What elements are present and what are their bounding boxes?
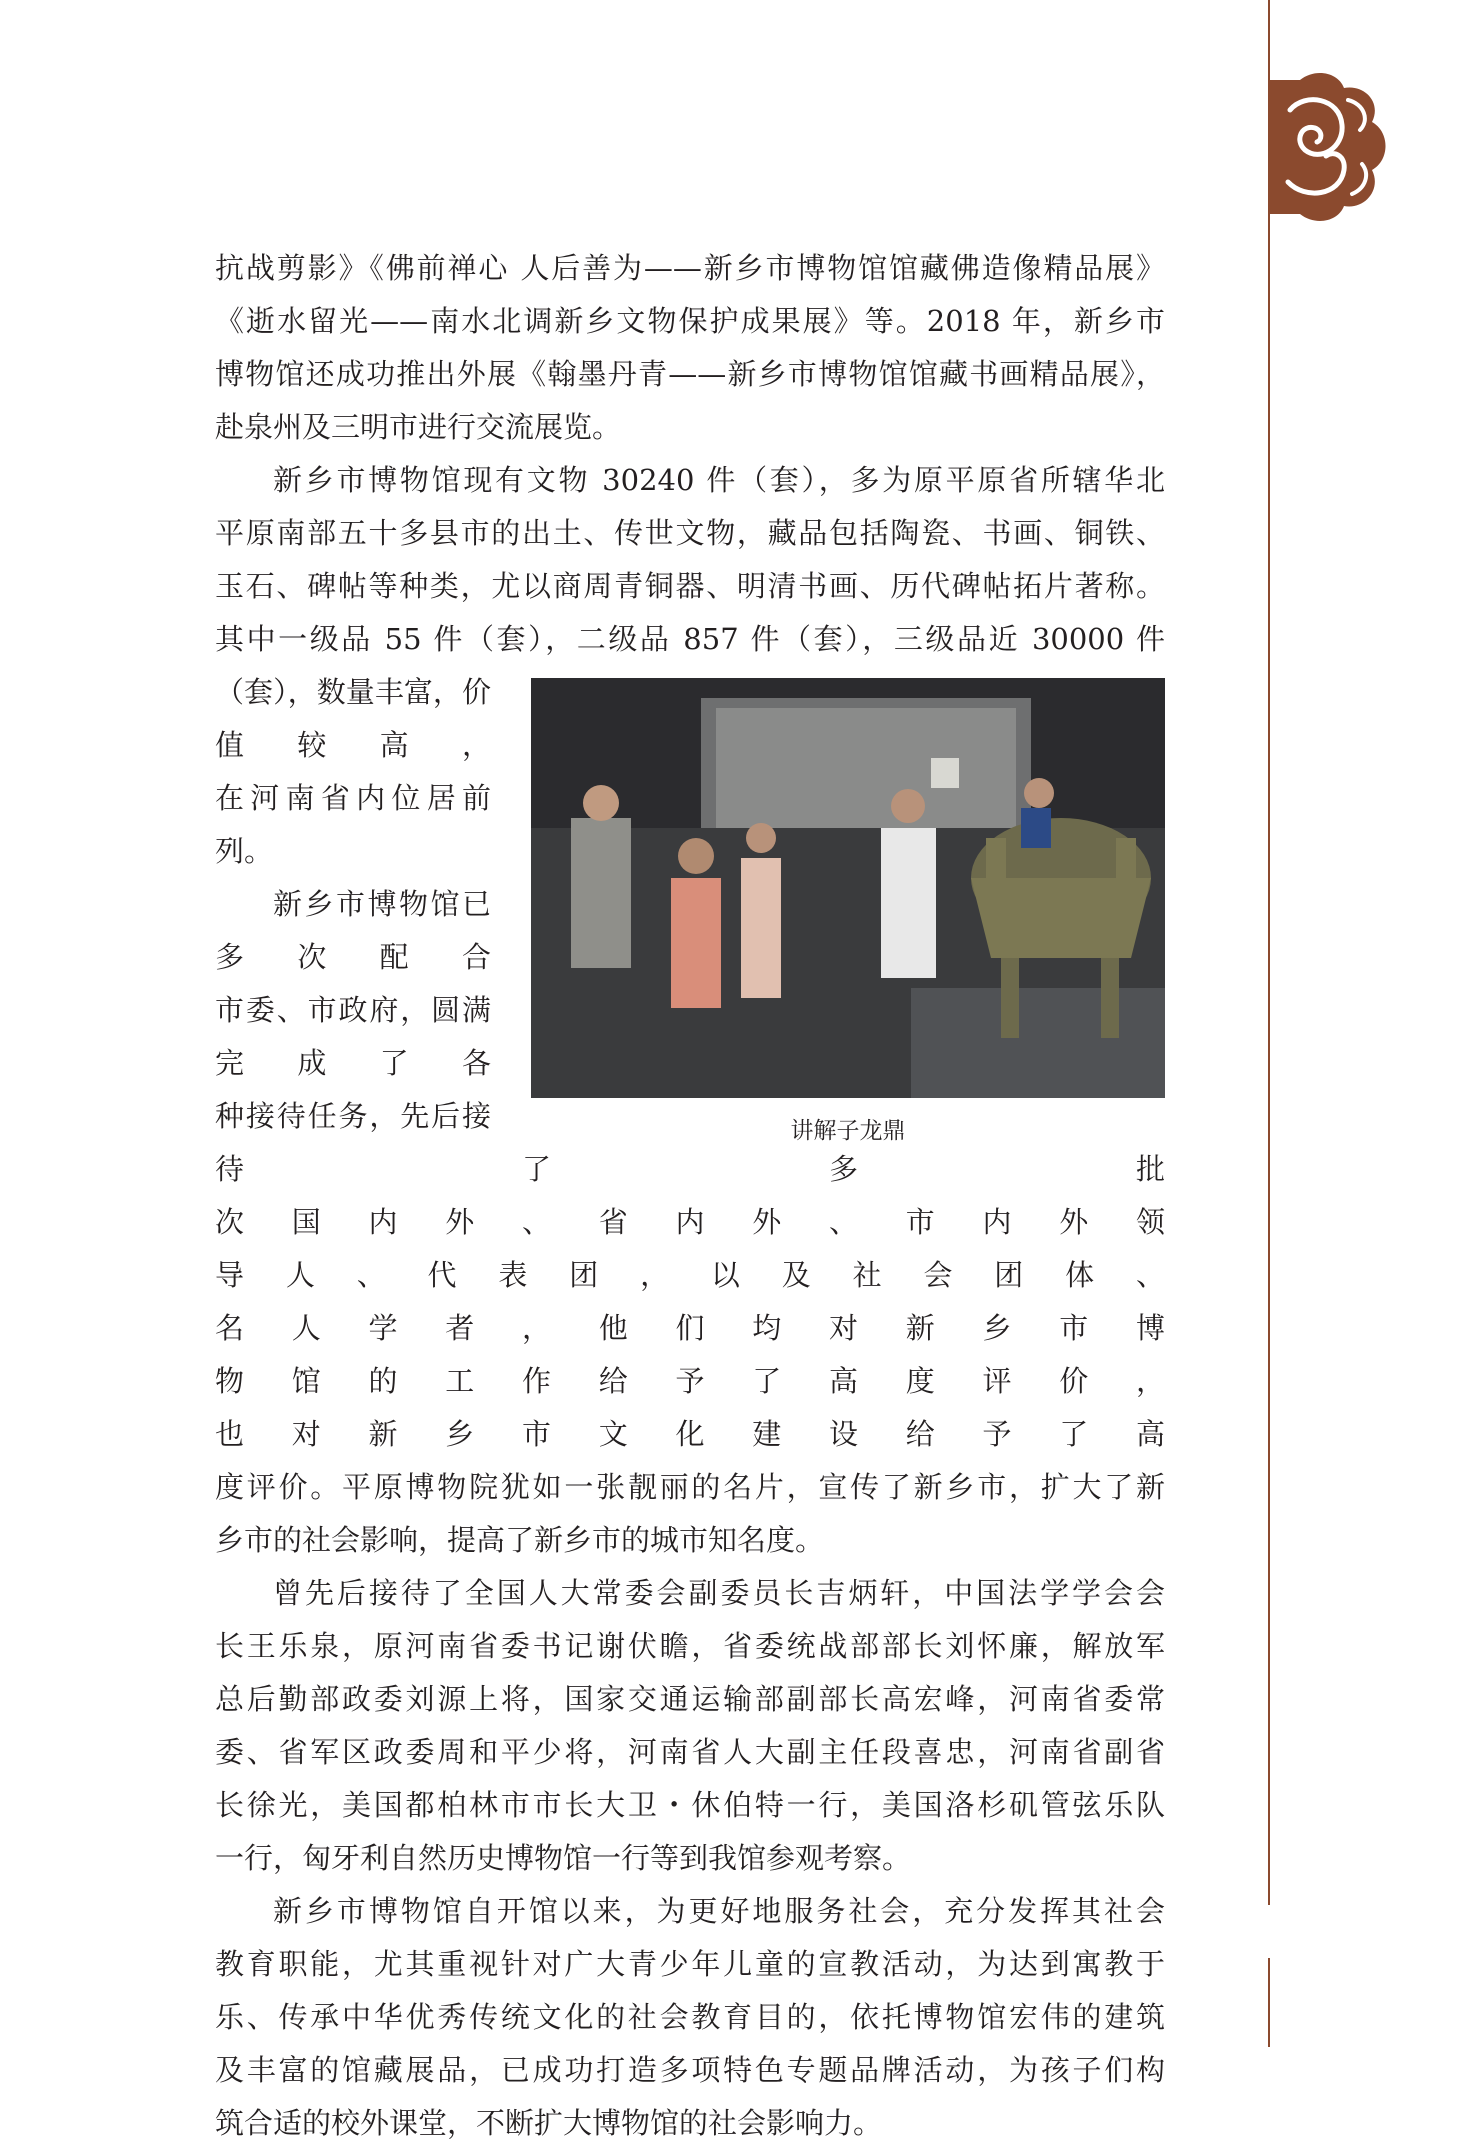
line: 长王乐泉，原河南省委书记谢伏瞻，省委统战部部长刘怀廉，解放军	[215, 1629, 1165, 1663]
line: 委、省军区政委周和平少将，河南省人大副主任段喜忠，河南省副省	[215, 1735, 1165, 1769]
line: 度评价。平原博物院犹如一张靓丽的名片，宣传了新乡市，扩大了新	[215, 1470, 1165, 1504]
line: 及丰富的馆藏展品，已成功打造多项特色专题品牌活动，为孩子们构	[215, 2053, 1165, 2087]
line: 新乡市博物馆现有文物 30240 件（套），多为原平原省所辖华北	[273, 463, 1165, 497]
line: 曾先后接待了全国人大常委会副委员长吉炳轩，中国法学学会会	[273, 1576, 1165, 1610]
figure-caption: 讲解子龙鼎	[790, 1118, 906, 1144]
line: 玉石、碑帖等种类，尤以商周青铜器、明清书画、历代碑帖拓片著称。	[215, 569, 1165, 603]
line: 次国内外、省内外、市内外领	[215, 1205, 1165, 1239]
line: 《逝水留光——南水北调新乡文物保护成果展》等。2018 年，新乡市	[215, 304, 1165, 338]
line: 博物馆还成功推出外展《翰墨丹青——新乡市博物馆馆藏书画精品展》，	[215, 357, 1165, 391]
line: （套），数量丰富，价值较高，	[215, 675, 491, 762]
line: 种接待任务，先后接待了多批	[215, 1099, 1165, 1186]
line: 在河南省内位居前列。	[215, 781, 491, 868]
line: 乐、传承中华优秀传统文化的社会教育目的，依托博物馆宏伟的建筑	[215, 2000, 1165, 2034]
line: 其中一级品 55 件（套），二级品 857 件（套），三级品近 30000 件	[215, 622, 1165, 656]
line: 平原南部五十多县市的出土、传世文物，藏品包括陶瓷、书画、铜铁、	[215, 516, 1165, 550]
line: 新乡市博物馆已多次配合	[215, 887, 491, 974]
museum-photo	[531, 678, 1165, 1098]
body-text	[215, 242, 1165, 2150]
line: 市委、市政府，圆满完成了各	[215, 993, 491, 1080]
line: 总后勤部政委刘源上将，国家交通运输部副部长高宏峰，河南省委常	[215, 1682, 1165, 1716]
line: 物馆的工作给予了高度评价，	[215, 1364, 1165, 1398]
line: 新乡市博物馆自开馆以来，为更好地服务社会，充分发挥其社会	[273, 1894, 1165, 1928]
cloud-ornament-icon	[1260, 70, 1390, 230]
line: 长徐光，美国都柏林市市长大卫・休伯特一行，美国洛杉矶管弦乐队	[215, 1788, 1165, 1822]
line: 导人、代表团，以及社会团体、	[215, 1258, 1165, 1292]
line: 一行，匈牙利自然历史博物馆一行等到我馆参观考察。	[215, 1841, 912, 1875]
line: 筑合适的校外课堂，不断扩大博物馆的社会影响力。	[215, 2106, 883, 2140]
line: 抗战剪影》《佛前禅心 人后善为——新乡市博物馆馆藏佛造像精品展》	[215, 251, 1165, 285]
line: 教育职能，尤其重视针对广大青少年儿童的宣教活动，为达到寓教于	[215, 1947, 1165, 1981]
line: 名人学者，他们均对新乡市博	[215, 1311, 1165, 1345]
figure	[531, 678, 1165, 1144]
line: 赴泉州及三明市进行交流展览。	[215, 410, 622, 444]
page-edge-rule-lower	[1268, 1958, 1270, 2047]
line: 乡市的社会影响，提高了新乡市的城市知名度。	[215, 1523, 825, 1557]
line: 也对新乡市文化建设给予了高	[215, 1417, 1165, 1451]
page-edge-rule	[1268, 0, 1270, 1905]
